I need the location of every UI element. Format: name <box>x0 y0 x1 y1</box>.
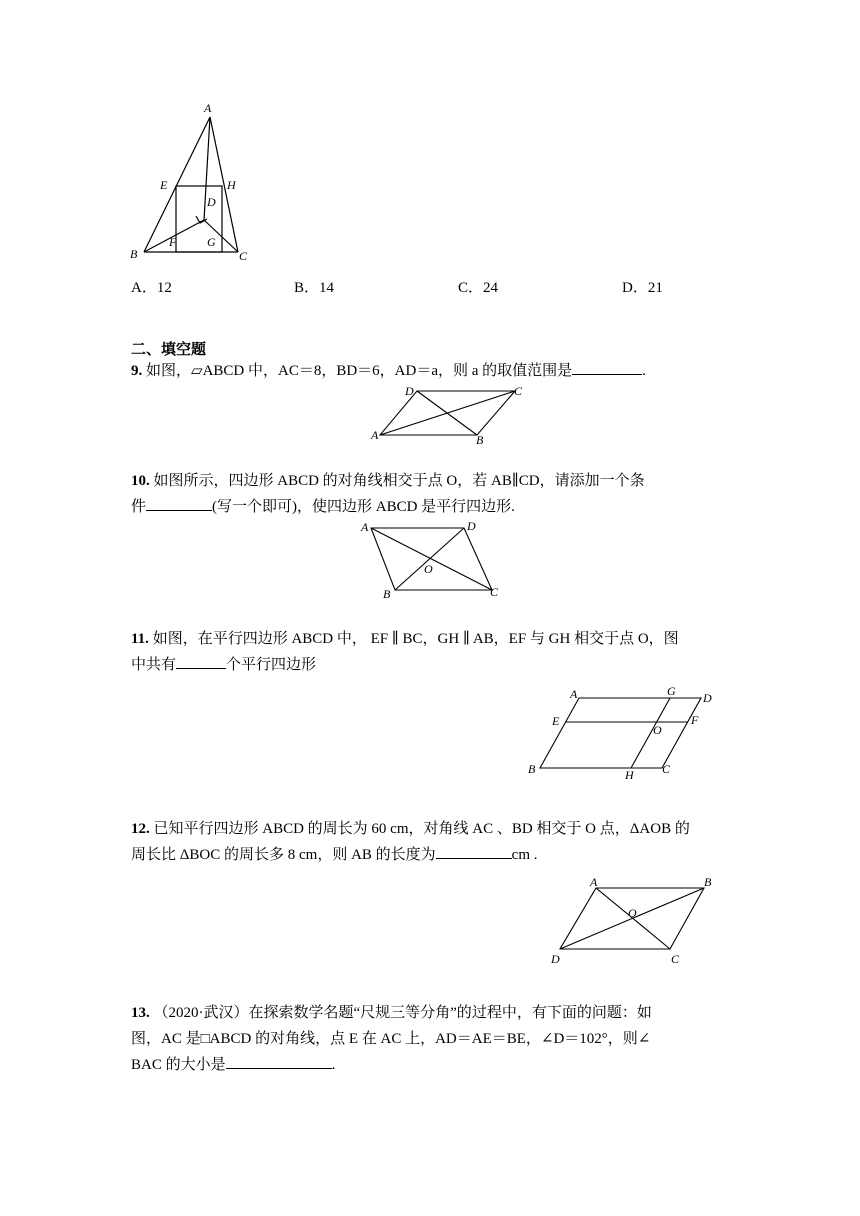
label-E: E <box>552 714 560 728</box>
label-C: C <box>239 249 248 263</box>
question-9: 9. 如图，▱ABCD 中，AC＝8，BD＝6，AD＝a，则 a 的取值范围是 . <box>131 358 731 384</box>
label-B: B <box>383 587 391 601</box>
label-C: C <box>490 585 499 599</box>
label-B: B <box>476 433 484 447</box>
question-number: 9. <box>131 363 143 379</box>
answer-blank[interactable] <box>146 495 212 511</box>
question-number: 13. <box>131 1005 150 1021</box>
label-A: A <box>371 428 379 442</box>
figure-q12 <box>546 874 726 966</box>
label-C: C <box>662 762 671 776</box>
label-D: D <box>703 691 712 705</box>
label-H: H <box>625 768 634 782</box>
label-D: D <box>551 952 560 966</box>
label-B: B <box>528 762 536 776</box>
label-C: C <box>514 384 523 398</box>
parallelogram-symbol: ▱ <box>191 363 203 379</box>
answer-blank[interactable] <box>226 1053 332 1069</box>
label-A: A <box>361 520 369 534</box>
label-O: O <box>628 906 637 920</box>
figure-top-svg <box>126 100 256 265</box>
label-G: G <box>207 235 216 249</box>
option-a[interactable]: A．12 <box>131 280 172 296</box>
question-number: 12. <box>131 821 150 837</box>
answer-blank[interactable] <box>176 653 226 669</box>
label-F: F <box>691 713 699 727</box>
question-number: 11. <box>131 631 149 647</box>
label-A: A <box>590 875 598 889</box>
figure-q11 <box>524 684 724 782</box>
option-d[interactable]: D．21 <box>622 280 663 296</box>
question-11: 11. 如图，在平行四边形 ABCD 中， EF ∥ BC，GH ∥ AB，EF 与 GH 相交于点 O，图 中共有 个平行四边形 <box>131 631 679 673</box>
label-C: C <box>671 952 680 966</box>
label-B: B <box>130 247 138 261</box>
section-title: 二、填空题 <box>131 340 207 358</box>
label-E: E <box>160 178 168 192</box>
label-B: B <box>704 875 712 889</box>
label-O: O <box>424 562 433 576</box>
label-O: O <box>653 723 662 737</box>
figure-top <box>126 100 256 265</box>
answer-blank[interactable] <box>572 359 642 375</box>
figure-q10 <box>360 516 510 600</box>
question-13: 13. （2020·武汉）在探索数学名题“尺规三等分角”的过程中，有下面的问题：如 图，AC 是□ABCD 的对角线，点 E 在 AC 上，AD＝AE＝BE，∠D＝102°，则∠ BAC 的大小是 . <box>131 1005 652 1073</box>
option-b[interactable]: B．14 <box>294 280 335 296</box>
label-D: D <box>467 519 476 533</box>
option-c[interactable]: C．24 <box>458 280 499 296</box>
label-G: G <box>667 684 676 698</box>
label-D: D <box>207 195 216 209</box>
label-A: A <box>204 101 212 115</box>
label-A: A <box>570 687 578 701</box>
question-number: 10. <box>131 473 150 489</box>
question-12: 12. 已知平行四边形 ABCD 的周长为 60 cm，对角线 AC 、BD 相交于 O 点，ΔAOB 的 周长比 ΔBOC 的周长多 8 cm，则 AB 的长度为 cm . <box>131 821 690 863</box>
question-10: 10. 如图所示，四边形 ABCD 的对角线相交于点 O，若 AB∥CD，请添加一个条 件 (写一个即可)，使四边形 ABCD 是平行四边形. <box>131 473 645 515</box>
answer-blank[interactable] <box>436 843 512 859</box>
label-H: H <box>227 178 236 192</box>
figure-q9 <box>370 382 530 446</box>
label-F: F <box>169 235 177 249</box>
label-D: D <box>405 384 414 398</box>
